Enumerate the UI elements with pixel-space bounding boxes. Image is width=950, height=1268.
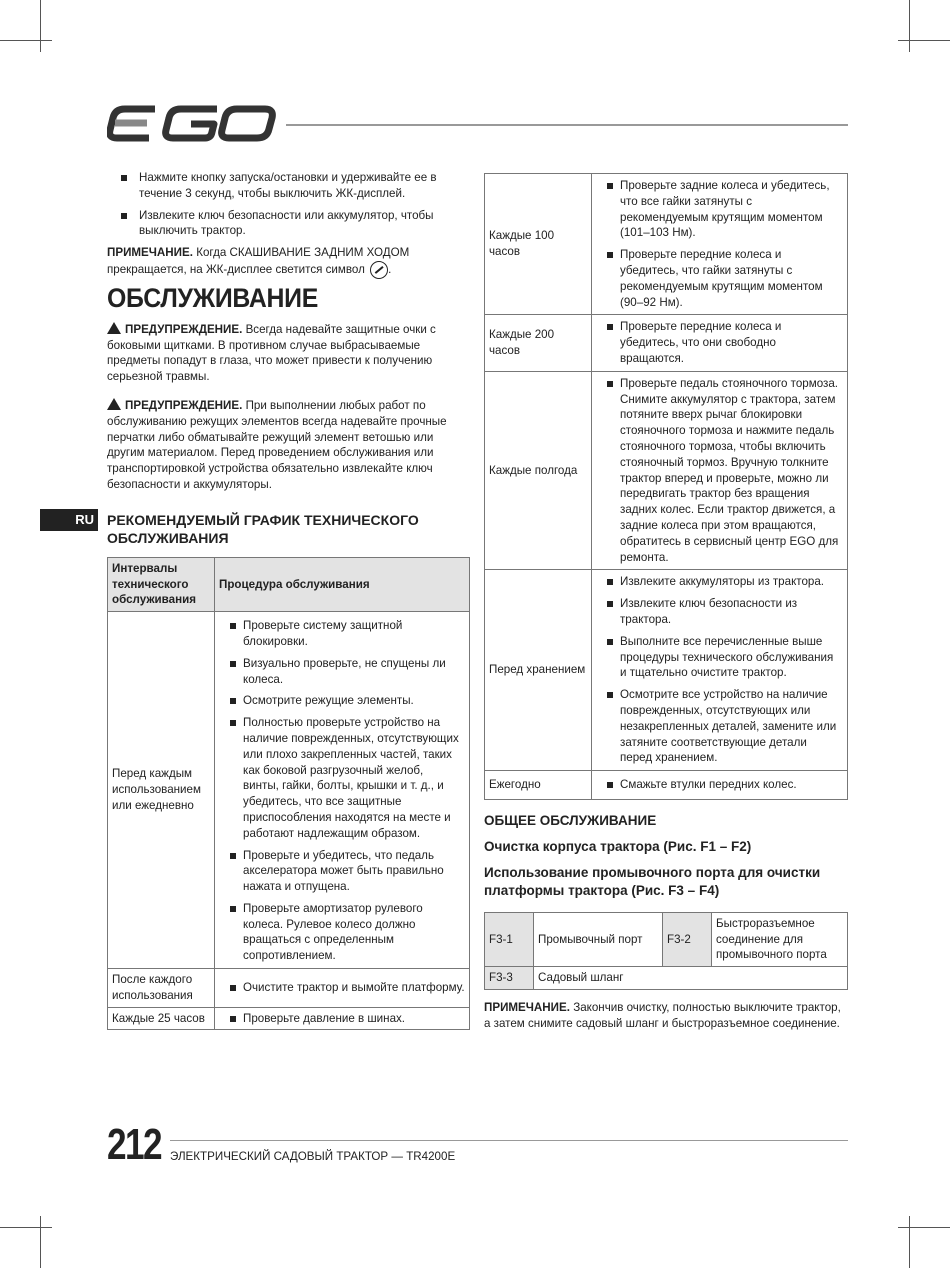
- procedure-cell: [592, 315, 848, 371]
- part-label: Садовый шланг: [534, 967, 848, 990]
- note-label: ПРИМЕЧАНИЕ.: [107, 246, 193, 260]
- list-item: Нажмите кнопку запуска/остановки и удерживайте ее в течение 3 секунд, чтобы выключить ЖК-дисплей.: [107, 170, 470, 202]
- interval-cell: Ежегодно: [485, 771, 592, 800]
- subsection-heading: Очистка корпуса трактора (Рис. F1 – F2): [484, 838, 752, 854]
- left-column: [107, 170, 470, 1030]
- bullet-list: [606, 574, 839, 766]
- part-code: F3-3: [485, 967, 534, 990]
- general-maintenance-heading: ОБЩЕЕ ОБСЛУЖИВАНИЕ: [484, 812, 657, 828]
- schedule-table: [107, 557, 470, 1031]
- ego-logo: [107, 104, 277, 142]
- reverse-mow-icon: [370, 261, 388, 279]
- table-row: [485, 570, 848, 771]
- list-item: Извлеките ключ безопасности или аккумулятор, чтобы выключить трактор.: [107, 208, 470, 240]
- column-header: Процедура обслуживания: [215, 557, 470, 611]
- table-header-row: [108, 557, 470, 611]
- subsection-heading: Использование промывочного порта для очистки платформы трактора (Рис. F3 – F4): [484, 864, 821, 898]
- list-item: Проверьте и убедитесь, что педаль акселератора может быть правильно нажата и отпущена.: [229, 848, 461, 895]
- right-column: [484, 173, 848, 1040]
- list-item: Проверьте амортизатор рулевого колеса. Рулевое колесо должно вращаться с определенным сопротивлением.: [229, 901, 461, 964]
- bullet-list: [606, 376, 839, 566]
- note-end: .: [388, 263, 392, 277]
- bullet-list: [606, 319, 839, 366]
- part-code: F3-1: [485, 912, 534, 966]
- list-item: Проверьте педаль стояночного тормоза. Снимите аккумулятор с трактора, затем потяните вверх рычаг блокировки стояночного тормоза и нажмите педаль стояночного тормоза, чтобы включить стояночный тормоз. Вручную толкните трактор вперед и проверьте, можно ли передвигать трактор без вращения задних колес. Если трактор движется, а задние колеса при этом вращаются, обратитесь в сервисный центр EGO для ремонта.: [606, 376, 839, 566]
- page-title: ОБСЛУЖИВАНИЕ: [107, 282, 319, 313]
- procedure-cell: [215, 969, 470, 1008]
- warning-text: При выполнении любых работ по обслуживанию режущих элементов всегда надевайте прочные перчатки либо обматывайте режущий элемент ветошью или другим материалом. Перед проведением обслуживания или транспортировкой устройства обязательно извлекайте ключ безопасности и аккумуляторы.: [107, 398, 447, 491]
- warning-paragraph: [107, 321, 470, 385]
- list-item: Проверьте давление в шинах.: [229, 1011, 465, 1027]
- column-header: Интервалы технического обслуживания: [108, 557, 215, 611]
- warning-icon: [107, 322, 121, 334]
- procedure-cell: [592, 771, 848, 800]
- warning-label: ПРЕДУПРЕЖДЕНИЕ.: [125, 398, 243, 412]
- header-rule: [286, 124, 848, 126]
- interval-cell: Каждые полгода: [485, 371, 592, 570]
- note-text: Когда СКАШИВАНИЕ ЗАДНИМ ХОДОМ прекращается, на ЖК-дисплее светится символ: [107, 246, 410, 277]
- parts-legend-table: [484, 912, 848, 990]
- part-label: Промывочный порт: [534, 912, 663, 966]
- part-code: F3-2: [663, 912, 712, 966]
- crop-mark: [40, 1216, 41, 1268]
- schedule-heading: РЕКОМЕНДУЕМЫЙ ГРАФИК ТЕХНИЧЕСКОГО ОБСЛУЖИВАНИЯ: [107, 511, 419, 546]
- crop-mark: [0, 40, 52, 41]
- list-item: Проверьте передние колеса и убедитесь, что они свободно вращаются.: [606, 319, 839, 366]
- bullet-list: [606, 777, 839, 793]
- note-label: ПРИМЕЧАНИЕ.: [484, 1001, 570, 1015]
- list-item: Визуально проверьте, не спущены ли колеса.: [229, 656, 461, 688]
- footer-title: ЭЛЕКТРИЧЕСКИЙ САДОВЫЙ ТРАКТОР — TR4200E: [170, 1150, 456, 1163]
- crop-mark: [898, 1227, 950, 1228]
- list-item: Осмотрите все устройство на наличие поврежденных, отсутствующих или незакрепленных деталей, замените или затяните соответствующие детали перед хранением.: [606, 687, 839, 766]
- table-row: [108, 969, 470, 1008]
- bullet-list: [229, 618, 461, 964]
- list-item: Извлеките аккумуляторы из трактора.: [606, 574, 839, 590]
- bullet-list: [107, 170, 470, 239]
- crop-mark: [0, 1227, 52, 1228]
- part-label: Быстроразъемное соединение для промывочного порта: [712, 912, 848, 966]
- list-item: Осмотрите режущие элементы.: [229, 693, 461, 709]
- interval-cell: Перед каждым использованием или ежедневно: [108, 612, 215, 969]
- interval-cell: Каждые 100 часов: [485, 174, 592, 315]
- list-item: Очистите трактор и вымойте платформу.: [229, 980, 465, 996]
- table-row: [485, 912, 848, 966]
- procedure-cell: [215, 1007, 470, 1030]
- language-tab: RU: [40, 509, 98, 531]
- table-row: [485, 174, 848, 315]
- warning-text: Всегда надевайте защитные очки с боковыми щитками. В противном случае выбрасываемые предметы попадут в глаза, что может привести к получению серьезной травмы.: [107, 322, 436, 384]
- list-item: Извлеките ключ безопасности из трактора.: [606, 596, 839, 628]
- page-number: 212: [107, 1120, 161, 1169]
- interval-cell: Каждые 25 часов: [108, 1007, 215, 1030]
- interval-cell: Перед хранением: [485, 570, 592, 771]
- list-item: Полностью проверьте устройство на наличие поврежденных, отсутствующих или плохо закрепленных частей, таких как боковой разгрузочный желоб, винты, гайки, болты, крышки и т. д., и убедитесь, что все защитные приспособления находятся на месте и работают надлежащим образом.: [229, 715, 461, 841]
- list-item: Выполните все перечисленные выше процедуры технического обслуживания и тщательно очистите трактор.: [606, 634, 839, 681]
- table-row: [485, 371, 848, 570]
- footer-rule: [170, 1140, 848, 1141]
- list-item: Смажьте втулки передних колес.: [606, 777, 839, 793]
- procedure-cell: [592, 371, 848, 570]
- table-row: [485, 771, 848, 800]
- note-paragraph: [484, 1000, 848, 1032]
- schedule-table-continued: [484, 173, 848, 800]
- warning-label: ПРЕДУПРЕЖДЕНИЕ.: [125, 322, 243, 336]
- crop-mark: [909, 1216, 910, 1268]
- interval-cell: Каждые 200 часов: [485, 315, 592, 371]
- bullet-list: [606, 178, 839, 310]
- list-item: Проверьте систему защитной блокировки.: [229, 618, 461, 650]
- warning-icon: [107, 398, 121, 410]
- crop-mark: [40, 0, 41, 52]
- note-text: Закончив очистку, полностью выключите трактор, а затем снимите садовый шланг и быстроразъемное соединение.: [484, 1001, 841, 1030]
- bullet-list: [229, 980, 465, 996]
- procedure-cell: [592, 570, 848, 771]
- table-row: [485, 967, 848, 990]
- table-row: [108, 1007, 470, 1030]
- crop-mark: [909, 0, 910, 52]
- interval-cell: После каждого использования: [108, 969, 215, 1008]
- crop-mark: [898, 40, 950, 41]
- bullet-list: [229, 1011, 465, 1027]
- procedure-cell: [215, 612, 470, 969]
- table-row: [108, 612, 470, 969]
- procedure-cell: [592, 174, 848, 315]
- list-item: Проверьте задние колеса и убедитесь, что все гайки затянуты с рекомендуемым крутящим моментом (101–103 Нм).: [606, 178, 839, 241]
- warning-paragraph: [107, 397, 470, 493]
- list-item: Проверьте передние колеса и убедитесь, что гайки затянуты с рекомендуемым крутящим моментом (90–92 Нм).: [606, 247, 839, 310]
- table-row: [485, 315, 848, 371]
- note-paragraph: [107, 245, 470, 279]
